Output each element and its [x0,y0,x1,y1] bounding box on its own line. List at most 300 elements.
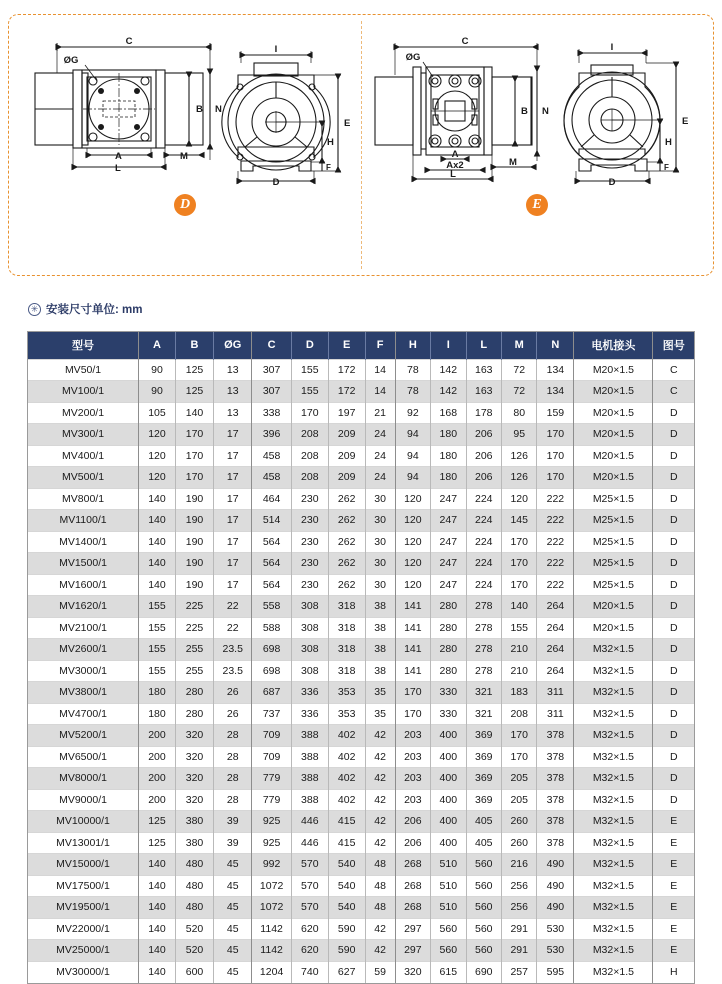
cell-a: 90 [139,381,176,403]
cell-e: 402 [328,725,365,747]
cell-g: 26 [214,703,252,725]
cell-l: 369 [466,768,501,790]
table-row [28,918,694,940]
cell-m: 256 [502,875,537,897]
svg-text:I: I [610,42,614,53]
cell-n: 378 [537,832,574,854]
cell-model: MV9000/1 [28,789,139,811]
cell-d: 570 [291,875,328,897]
cell-b: 190 [175,574,213,596]
svg-text:C: C [461,36,469,47]
cell-c: 709 [252,725,292,747]
cell-f: 42 [365,918,395,940]
cell-f: 30 [365,574,395,596]
cell-n: 170 [537,467,574,489]
cell-l: 369 [466,789,501,811]
cell-m: 170 [502,574,537,596]
cell-i: 180 [431,467,466,489]
cell-a: 140 [139,897,176,919]
cell-i: 180 [431,424,466,446]
cell-h: 203 [395,768,430,790]
cell-c: 1204 [252,961,292,983]
cell-: M32×1.5 [574,639,653,661]
cell-c: 709 [252,746,292,768]
cell-l: 224 [466,574,501,596]
cell-model: MV1600/1 [28,574,139,596]
table-row [28,639,694,661]
cell-g: 17 [214,424,252,446]
cell-d: 740 [291,961,328,983]
svg-text:B: B [196,104,203,115]
cell-: D [653,488,694,510]
cell-b: 125 [175,359,213,381]
cell-m: 80 [502,402,537,424]
cell-n: 490 [537,875,574,897]
cell-e: 209 [328,445,365,467]
cell-e: 415 [328,832,365,854]
cell-h: 203 [395,789,430,811]
cell-g: 17 [214,467,252,489]
cell-d: 155 [291,381,328,403]
cell-b: 600 [175,961,213,983]
cell-n: 222 [537,553,574,575]
cell-: M20×1.5 [574,381,653,403]
cell-b: 225 [175,596,213,618]
cell-g: 45 [214,918,252,940]
cell-d: 620 [291,918,328,940]
table-row [28,940,694,962]
column-header-c13: 电机接头 [574,332,653,359]
column-header-f: F [365,332,395,359]
cell-m: 257 [502,961,537,983]
cell-g: 28 [214,768,252,790]
cell-n: 222 [537,488,574,510]
cell-model: MV13001/1 [28,832,139,854]
cell-c: 925 [252,811,292,833]
cell-b: 190 [175,488,213,510]
cell-g: 17 [214,553,252,575]
unit-note [28,301,142,317]
table-row [28,574,694,596]
cell-model: MV3000/1 [28,660,139,682]
cell-f: 24 [365,424,395,446]
column-header-c: C [252,332,292,359]
cell-d: 308 [291,617,328,639]
cell-model: MV1100/1 [28,510,139,532]
cell-c: 307 [252,359,292,381]
cell-f: 38 [365,617,395,639]
cell-a: 140 [139,854,176,876]
cell-b: 255 [175,639,213,661]
diagram-d [9,15,361,275]
cell-c: 779 [252,789,292,811]
cell-i: 615 [431,961,466,983]
cell-n: 530 [537,940,574,962]
cell-l: 278 [466,617,501,639]
cell-h: 78 [395,381,430,403]
cell-e: 197 [328,402,365,424]
cell-f: 42 [365,789,395,811]
cell-f: 30 [365,531,395,553]
cell-l: 560 [466,897,501,919]
cell-g: 28 [214,746,252,768]
cell-d: 446 [291,832,328,854]
svg-text:E: E [344,118,351,129]
cell-m: 140 [502,596,537,618]
cell-: M25×1.5 [574,531,653,553]
cell-f: 38 [365,639,395,661]
cell-: M25×1.5 [574,553,653,575]
svg-text:Ax2: Ax2 [446,160,464,171]
svg-text:A: A [115,151,122,162]
cell-i: 247 [431,488,466,510]
cell-g: 13 [214,402,252,424]
cell-: M20×1.5 [574,359,653,381]
cell-c: 307 [252,381,292,403]
cell-: M32×1.5 [574,832,653,854]
cell-d: 388 [291,789,328,811]
cell-i: 247 [431,574,466,596]
cell-h: 94 [395,424,430,446]
cell-n: 170 [537,424,574,446]
cell-c: 1072 [252,897,292,919]
column-header-l: L [466,332,501,359]
table-row [28,746,694,768]
cell-a: 155 [139,617,176,639]
cell-d: 336 [291,703,328,725]
cell-i: 560 [431,940,466,962]
cell-b: 125 [175,381,213,403]
cell-g: 13 [214,381,252,403]
cell-b: 140 [175,402,213,424]
cell-: M32×1.5 [574,768,653,790]
cell-a: 140 [139,531,176,553]
cell-i: 142 [431,381,466,403]
cell-f: 48 [365,897,395,919]
svg-text:L: L [115,163,121,174]
cell-i: 247 [431,510,466,532]
cell-e: 262 [328,531,365,553]
cell-i: 247 [431,553,466,575]
cell-e: 318 [328,660,365,682]
svg-text:N: N [215,104,222,115]
cell-m: 210 [502,639,537,661]
cell-m: 145 [502,510,537,532]
svg-text:ØG: ØG [405,52,421,63]
dim-label-c: C [125,36,133,47]
cell-a: 105 [139,402,176,424]
cell-: M32×1.5 [574,940,653,962]
cell-b: 190 [175,553,213,575]
cell-model: MV2100/1 [28,617,139,639]
cell-b: 320 [175,789,213,811]
table-row [28,682,694,704]
cell-model: MV1500/1 [28,553,139,575]
cell-m: 170 [502,531,537,553]
cell-: C [653,381,694,403]
cell-: D [653,789,694,811]
cell-n: 264 [537,639,574,661]
cell-i: 510 [431,854,466,876]
cell-h: 141 [395,596,430,618]
svg-text:H: H [327,137,334,148]
cell-d: 388 [291,725,328,747]
cell-: D [653,746,694,768]
cell-l: 278 [466,660,501,682]
cell-: M25×1.5 [574,488,653,510]
svg-text:H: H [665,137,672,148]
cell-n: 490 [537,897,574,919]
cell-m: 170 [502,553,537,575]
cell-model: MV100/1 [28,381,139,403]
cell-e: 540 [328,875,365,897]
cell-model: MV10000/1 [28,811,139,833]
cell-e: 318 [328,617,365,639]
cell-b: 255 [175,660,213,682]
cell-b: 190 [175,531,213,553]
cell-e: 590 [328,940,365,962]
cell-b: 380 [175,832,213,854]
cell-b: 520 [175,940,213,962]
cell-: D [653,617,694,639]
cell-model: MV22000/1 [28,918,139,940]
cell-m: 256 [502,897,537,919]
cell-m: 260 [502,811,537,833]
cell-: D [653,402,694,424]
cell-a: 140 [139,961,176,983]
cell-b: 280 [175,703,213,725]
cell-i: 400 [431,768,466,790]
cell-a: 180 [139,682,176,704]
cell-l: 206 [466,467,501,489]
cell-b: 480 [175,875,213,897]
cell-a: 155 [139,660,176,682]
cell-h: 141 [395,617,430,639]
cell-c: 514 [252,510,292,532]
cell-g: 23.5 [214,660,252,682]
cell-model: MV30000/1 [28,961,139,983]
table-row [28,725,694,747]
cell-a: 140 [139,574,176,596]
cell-: D [653,467,694,489]
cell-a: 200 [139,725,176,747]
cell-f: 30 [365,553,395,575]
cell-a: 155 [139,596,176,618]
cell-: M20×1.5 [574,424,653,446]
cell-n: 222 [537,574,574,596]
table-header-row [28,332,694,359]
table-row [28,811,694,833]
svg-text:M: M [180,151,188,162]
cell-h: 268 [395,875,430,897]
cell-i: 510 [431,875,466,897]
cell-f: 14 [365,359,395,381]
cell-f: 35 [365,682,395,704]
cell-h: 203 [395,725,430,747]
cell-e: 318 [328,639,365,661]
cell-: M20×1.5 [574,596,653,618]
cell-b: 190 [175,510,213,532]
cell-: M25×1.5 [574,574,653,596]
cell-l: 206 [466,445,501,467]
cell-g: 39 [214,811,252,833]
cell-g: 22 [214,617,252,639]
cell-a: 140 [139,488,176,510]
cell-i: 142 [431,359,466,381]
cell-d: 570 [291,854,328,876]
cell-f: 30 [365,510,395,532]
cell-: D [653,725,694,747]
cell-b: 170 [175,445,213,467]
cell-a: 140 [139,510,176,532]
cell-b: 320 [175,746,213,768]
cell-m: 72 [502,381,537,403]
cell-f: 42 [365,768,395,790]
cell-b: 225 [175,617,213,639]
cell-c: 396 [252,424,292,446]
dim-label-og: ØG [63,55,79,66]
cell-l: 224 [466,531,501,553]
cell-g: 17 [214,574,252,596]
cell-l: 224 [466,553,501,575]
cell-a: 90 [139,359,176,381]
cell-i: 330 [431,703,466,725]
cell-d: 308 [291,639,328,661]
cell-c: 1142 [252,918,292,940]
cell-i: 280 [431,639,466,661]
cell-e: 209 [328,424,365,446]
cell-f: 38 [365,596,395,618]
cell-: E [653,918,694,940]
cell-: D [653,660,694,682]
cell-d: 230 [291,510,328,532]
cell-m: 126 [502,467,537,489]
cell-: M32×1.5 [574,703,653,725]
cell-b: 320 [175,725,213,747]
cell-d: 155 [291,359,328,381]
cell-h: 297 [395,940,430,962]
cell-f: 42 [365,832,395,854]
table-row [28,617,694,639]
spec-table-wrapper [27,331,695,984]
cell-l: 321 [466,703,501,725]
cell-i: 510 [431,897,466,919]
column-header-d: D [291,332,328,359]
cell-g: 45 [214,961,252,983]
cell-model: MV3800/1 [28,682,139,704]
cell-l: 321 [466,682,501,704]
cell-d: 336 [291,682,328,704]
cell-g: 26 [214,682,252,704]
cell-m: 155 [502,617,537,639]
cell-n: 222 [537,531,574,553]
cell-b: 170 [175,467,213,489]
cell-: H [653,961,694,983]
cell-f: 14 [365,381,395,403]
cell-f: 42 [365,940,395,962]
cell-: M32×1.5 [574,811,653,833]
cell-: M20×1.5 [574,445,653,467]
svg-text:D: D [272,177,280,188]
cell-f: 30 [365,488,395,510]
cell-: C [653,359,694,381]
cell-l: 369 [466,725,501,747]
cell-l: 690 [466,961,501,983]
cell-f: 42 [365,746,395,768]
cell-c: 588 [252,617,292,639]
cell-e: 209 [328,467,365,489]
cell-i: 180 [431,445,466,467]
cell-: E [653,832,694,854]
cell-h: 120 [395,553,430,575]
cell-n: 595 [537,961,574,983]
table-row [28,467,694,489]
cell-d: 308 [291,596,328,618]
cell-n: 134 [537,359,574,381]
table-row [28,488,694,510]
svg-text:I: I [274,44,278,55]
cell-m: 170 [502,746,537,768]
cell-e: 353 [328,703,365,725]
unit-note-text: 安装尺寸单位: mm [46,304,143,316]
diagram-badge-e: E [526,194,548,216]
cell-a: 180 [139,703,176,725]
cell-model: MV2600/1 [28,639,139,661]
cell-: M32×1.5 [574,897,653,919]
table-row [28,445,694,467]
cell-h: 297 [395,918,430,940]
column-header-model: 型号 [28,332,139,359]
cell-h: 120 [395,531,430,553]
cell-f: 24 [365,445,395,467]
cell-model: MV200/1 [28,402,139,424]
cell-g: 22 [214,596,252,618]
cell-m: 205 [502,768,537,790]
diagram-d-drawing [13,15,357,190]
cell-n: 222 [537,510,574,532]
cell-b: 170 [175,424,213,446]
cell-g: 28 [214,789,252,811]
svg-text:L: L [450,169,456,180]
cell-: D [653,639,694,661]
cell-f: 59 [365,961,395,983]
table-row [28,875,694,897]
cell-c: 687 [252,682,292,704]
cell-g: 23.5 [214,639,252,661]
cell-a: 140 [139,918,176,940]
cell-n: 378 [537,789,574,811]
cell-b: 380 [175,811,213,833]
cell-: M32×1.5 [574,875,653,897]
cell-m: 208 [502,703,537,725]
cell-m: 216 [502,854,537,876]
cell-model: MV17500/1 [28,875,139,897]
table-row [28,961,694,983]
cell-: M25×1.5 [574,510,653,532]
cell-l: 206 [466,424,501,446]
cell-d: 208 [291,467,328,489]
table-row [28,789,694,811]
cell-h: 141 [395,639,430,661]
column-header-e: E [328,332,365,359]
svg-text:F: F [326,163,331,172]
cell-: M32×1.5 [574,961,653,983]
cell-h: 170 [395,703,430,725]
cell-h: 94 [395,467,430,489]
cell-: M32×1.5 [574,682,653,704]
column-header-n: N [537,332,574,359]
cell-model: MV4700/1 [28,703,139,725]
